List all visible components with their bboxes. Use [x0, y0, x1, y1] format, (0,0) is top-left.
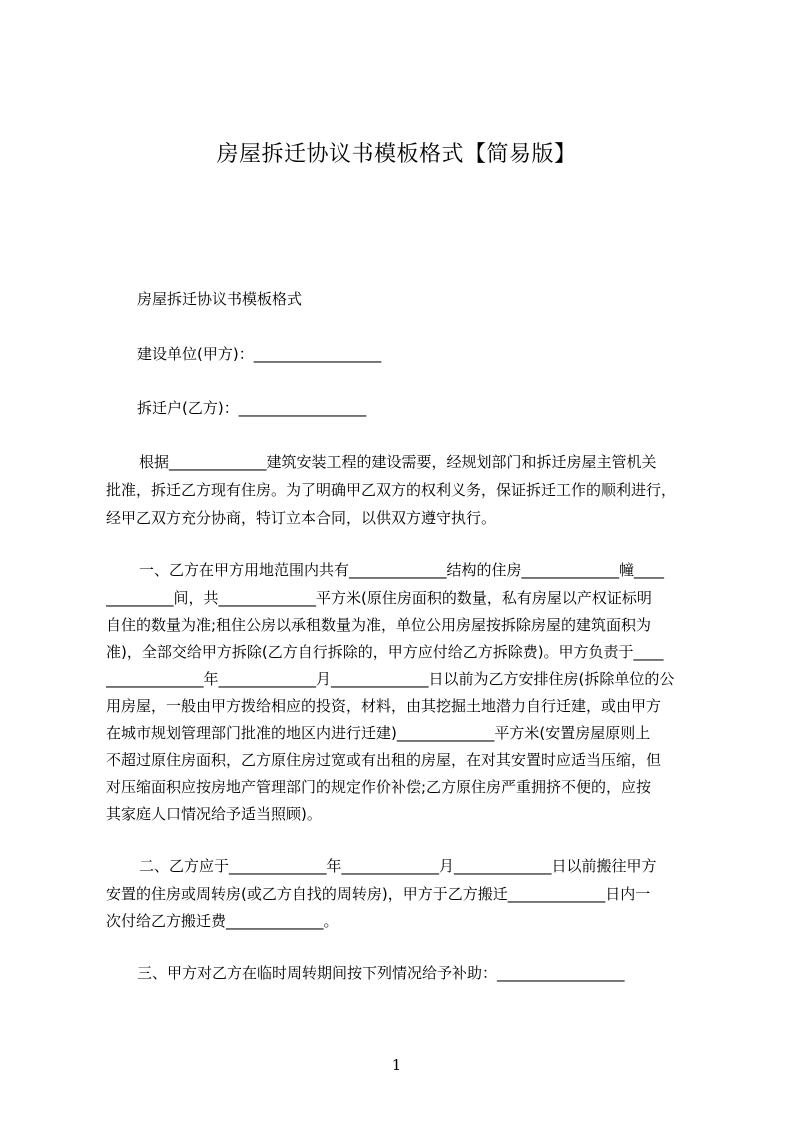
clause-2-line: 安置的住房或周转房(或乙方自找的周转房)，甲方于乙方搬迁_____________日内一 — [106, 885, 651, 903]
party-b-line: 拆迁户(乙方)：_________________ — [137, 399, 367, 417]
clause-1-line: 不超过原住房面积，乙方原住房过宽或有出租的房屋，在对其安置时应适当压缩，但 — [106, 751, 662, 769]
clause-1-line: 准)，全部交给甲方拆除(乙方自行拆除的，甲方应付给乙方拆除费)。甲方负责于____ — [106, 643, 664, 661]
clause-1-line: 其家庭人口情况给予适当照顾)。 — [106, 805, 322, 823]
clause-1-line: 用房屋，一般由甲方拨给相应的投资，材料，由其挖掘土地潜力自行迁建，或由甲方 — [106, 697, 662, 715]
clause-1-line: 一、乙方在甲方用地范围内共有_____________结构的住房_____________幢____ — [139, 561, 665, 579]
clause-2-line: 次付给乙方搬迁费_____________。 — [106, 912, 339, 930]
clause-1-line: 对压缩面积应按房地产管理部门的规定作价补偿;乙方原住房严重拥挤不便的，应按 — [106, 778, 652, 796]
clause-1-line: _________间，共_____________平方米(原住房面积的数量，私有房屋以产权证标明 — [106, 589, 652, 607]
intro-line: 批准，拆迁乙方现有住房。为了明确甲乙双方的权利义务，保证拆迁工作的顺利进行， — [106, 481, 677, 499]
clause-2-line: 二、乙方应于_____________年_____________月_____________日以前搬往甲方 — [139, 857, 657, 875]
clause-1-line: _____________年_____________月_____________日以前为乙方安排住房(拆除单位的公 — [106, 670, 675, 688]
page-number: 1 — [391, 1056, 402, 1074]
document-heading: 房屋拆迁协议书模板格式 — [137, 290, 303, 308]
clause-1-line: 自住的数量为准;租住公房以承租数量为准，单位公用房屋按拆除房屋的建筑面积为 — [106, 616, 652, 634]
intro-line: 根据_____________建筑安装工程的建设需要，经规划部门和拆迁房屋主管机关 — [139, 453, 657, 471]
party-a-line: 建设单位(甲方)：_________________ — [137, 345, 382, 363]
clause-3-line: 三、甲方对乙方在临时周转期间按下列情况给予补助：_________________ — [137, 964, 625, 982]
intro-line: 经甲乙双方充分协商，特订立本合同，以供双方遵守执行。 — [106, 509, 497, 527]
clause-1-line: 在城市规划管理部门批准的地区内进行迁建)_____________平方米(安置房屋原则上 — [106, 724, 651, 742]
document-title: 房屋拆迁协议书模板格式【简易版】 — [216, 142, 577, 167]
